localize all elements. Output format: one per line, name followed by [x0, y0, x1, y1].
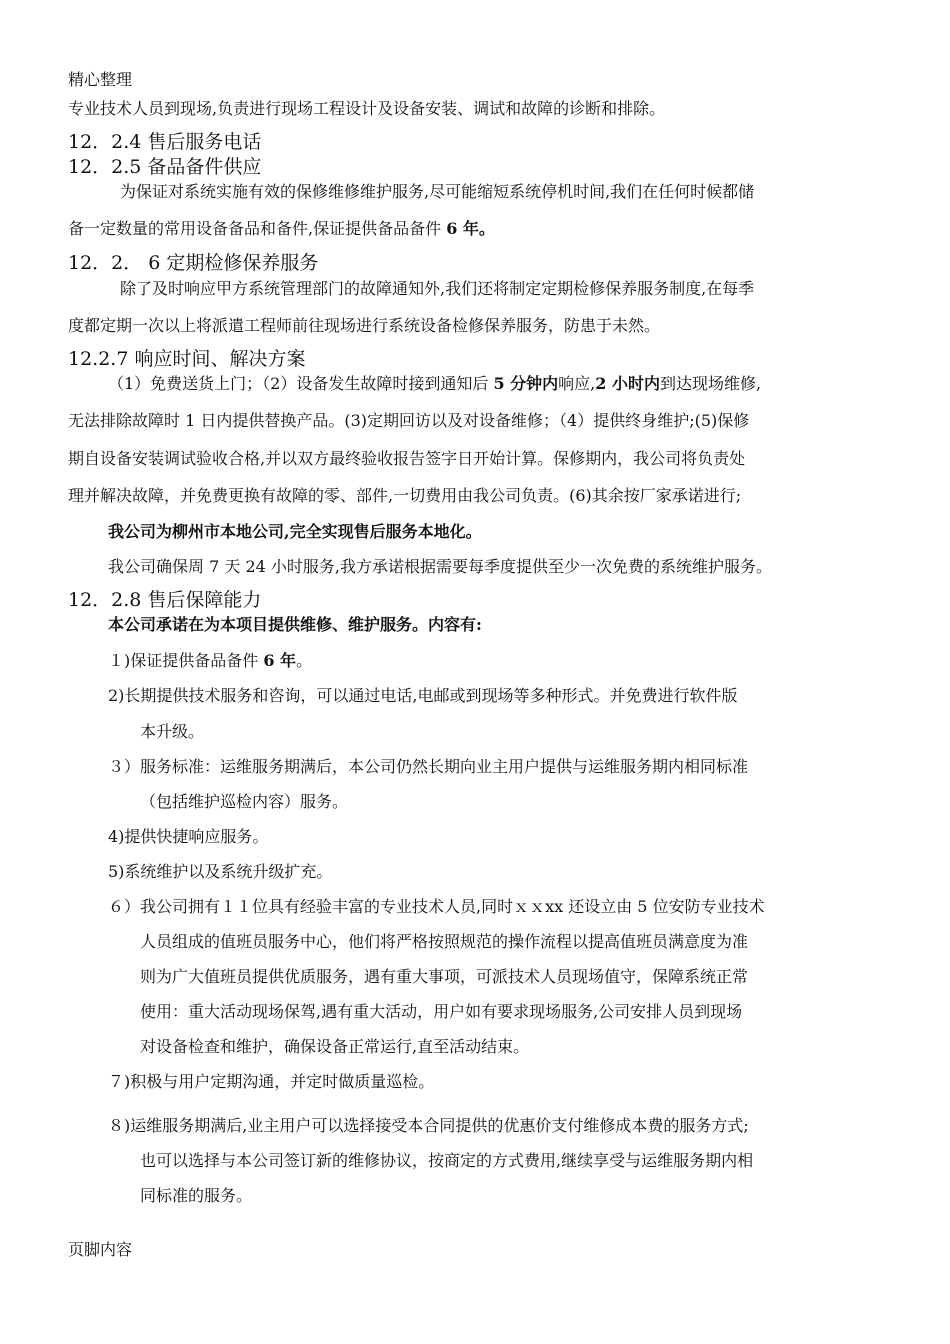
section-12-2-7-line-4: 理并解决故障，并免费更换有故障的零、部件,一切费用由我公司负责。(6)其余按厂家承诺进行;: [68, 486, 742, 505]
emphasis-text: 2 小时内: [595, 374, 660, 393]
para-text: 备一定数量的常用设备备品和备件,保证提供备品备件: [68, 219, 447, 238]
list-item-3-line-1: ３）服务标准：运维服务期满后，本公司仍然长期向业主用户提供与运维服务期内相同标准: [108, 757, 749, 776]
section-12-2-5-title: 12．2.5 备品备件供应: [68, 156, 262, 178]
intro-paragraph: 专业技术人员到现场,负责进行现场工程设计及设备安装、调试和故障的诊断和排除。: [68, 99, 666, 118]
section-12-2-7-title: 12.2.7 响应时间、解决方案: [68, 348, 306, 370]
section-12-2-8-lead: 本公司承诺在为本项目提供维修、维护服务。内容有:: [108, 615, 482, 634]
section-12-2-8-title: 12．2.8 售后保障能力: [68, 589, 262, 611]
list-item-2-line-1: 2)长期提供技术服务和咨询，可以通过电话,电邮或到现场等多种形式。并免费进行软件版: [108, 686, 738, 705]
section-12-2-4-title: 12．2.4 售后服务电话: [68, 131, 262, 153]
list-item-8-line-2: 也可以选择与本公司签订新的维修协议，按商定的方式费用,继续享受与运维服务期内相: [140, 1151, 754, 1170]
section-12-2-6-para-line-2: 度都定期一次以上将派遣工程师前往现场进行系统设备检修保养服务，防患于未然。: [68, 316, 661, 335]
footer-note: 页脚内容: [68, 1240, 133, 1259]
para-text: 。: [296, 651, 313, 670]
section-12-2-5-para-line-1: 为保证对系统实施有效的保修维修维护服务,尽可能缩短系统停机时间,我们在任何时候都储: [120, 182, 755, 201]
emphasis-text: 6 年。: [446, 219, 495, 238]
section-12-2-7-24h-service: 我公司确保周 7 天 24 小时服务,我方承诺根据需要每季度提供至少一次免费的系统维护服务。: [108, 557, 772, 576]
section-12-2-7-local-service: 我公司为柳州市本地公司,完全实现售后服务本地化。: [108, 522, 482, 541]
list-item-6-line-2: 人员组成的值班员服务中心，他们将严格按照规范的操作流程以提高值班员满意度为准: [140, 932, 749, 951]
para-text: 响应,: [558, 374, 596, 393]
section-12-2-7-line-3: 期自设备安装调试验收合格,并以双方最终验收报告签字日开始计算。保修期内，我公司将负责处: [68, 449, 746, 468]
list-item-3-line-2: （包括维护巡检内容）服务。: [140, 792, 349, 811]
list-item-5: 5)系统维护以及系统升级扩充。: [108, 862, 333, 881]
section-12-2-7-line-2: 无法排除故障时 1 日内提供替换产品。(3)定期回访以及对设备维修；（4）提供终身维护;(5)保修: [68, 411, 750, 430]
section-12-2-5-para-line-2: [68, 219, 495, 239]
list-item-6-line-1: ６）我公司拥有１１位具有经验丰富的专业技术人员,同时ｘｘxx 还设立由 5 位安防专业技术: [108, 897, 765, 916]
para-text: 到达现场维修,: [659, 374, 762, 393]
list-item-7: ７)积极与用户定期沟通，并定时做质量巡检。: [108, 1072, 435, 1091]
section-12-2-7-line-1: [108, 374, 761, 394]
section-12-2-6-para-line-1: 除了及时响应甲方系统管理部门的故障通知外,我们还将制定定期检修保养服务制度,在每季: [120, 279, 755, 298]
list-item-6-line-3: 则为广大值班员提供优质服务，遇有重大事项，可派技术人员现场值守，保障系统正常: [140, 967, 749, 986]
emphasis-text: 5 分钟内: [493, 374, 559, 393]
list-item-4: 4)提供快捷响应服务。: [108, 827, 269, 846]
list-item-6-line-4: 使用：重大活动现场保驾,遇有重大活动，用户如有要求现场服务,公司安排人员到现场: [140, 1002, 743, 1021]
para-text: １)保证提供备品备件: [108, 651, 264, 670]
list-item-2-line-2: 本升级。: [140, 722, 205, 741]
list-item-6-line-5: 对设备检查和维护，确保设备正常运行,直至活动结束。: [140, 1037, 530, 1056]
list-item-8-line-1: ８)运维服务期满后,业主用户可以选择接受本合同提供的优惠价支付维修成本费的服务方式;: [108, 1116, 749, 1135]
section-12-2-6-title: 12．2． 6 定期检修保养服务: [68, 252, 319, 274]
para-text: （1）免费送货上门；（2）设备发生故障时接到通知后: [108, 374, 494, 393]
header-note: 精心整理: [68, 70, 133, 89]
list-item-1: [108, 651, 312, 671]
emphasis-text: 6 年: [263, 651, 297, 670]
list-item-8-line-3: 同标准的服务。: [140, 1186, 253, 1205]
